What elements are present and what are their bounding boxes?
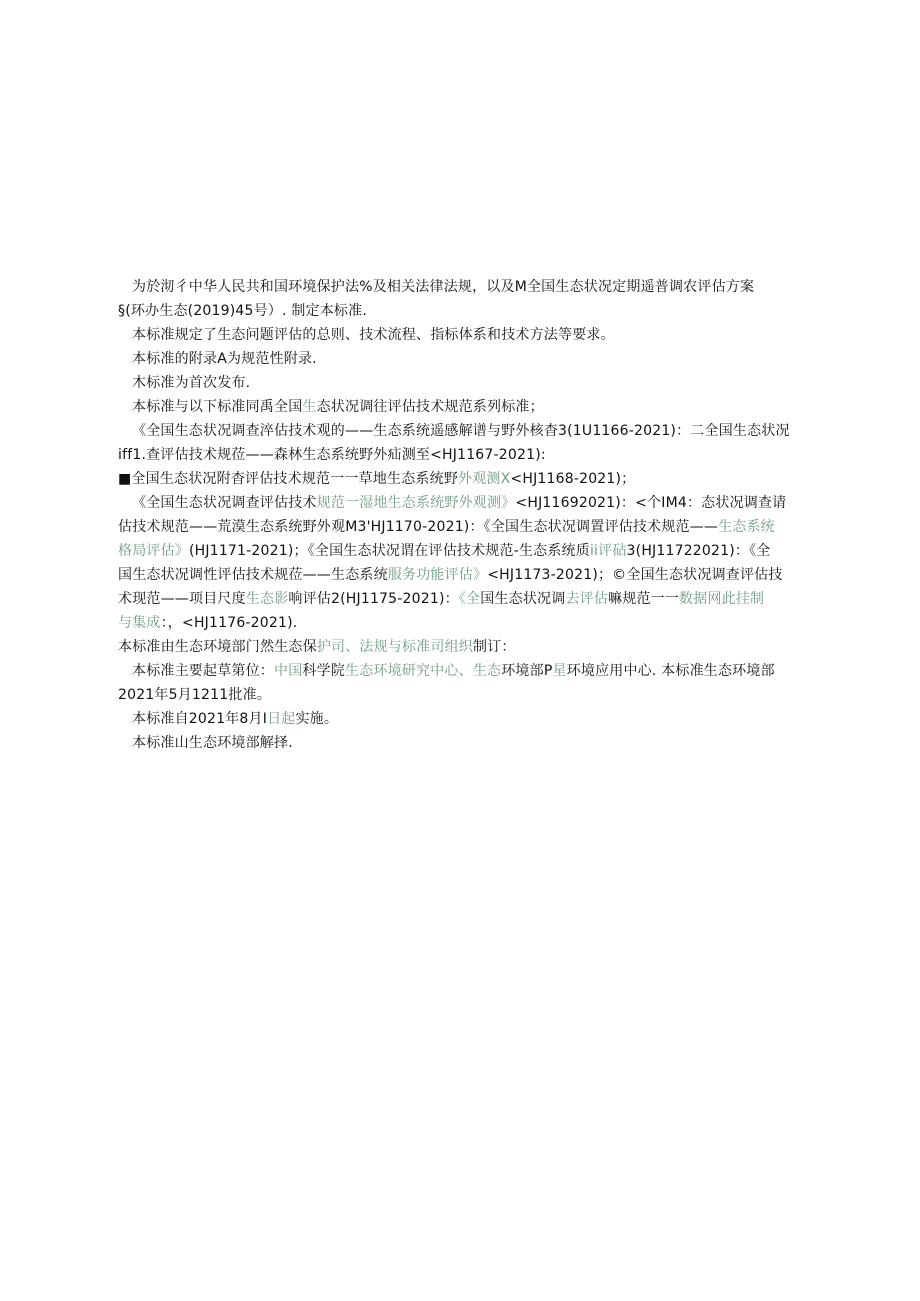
text-run: 实施。 [295, 711, 339, 727]
text-run: ：，<HJ1176-2021). [160, 615, 298, 631]
text-run: 嘛规范一一 [608, 591, 680, 607]
text-run: 环境部P [501, 663, 553, 679]
effective-date-paragraph [132, 709, 338, 729]
highlighted-text-run: 生态系统 [718, 519, 775, 535]
scope-paragraph [132, 325, 615, 345]
text-run: 本标准山生态环境部解择. [132, 735, 293, 751]
series-intro-paragraph [132, 397, 544, 417]
text-run: <HJ11692021)：<个IM4：态状况调查请 [515, 495, 787, 511]
appendix-paragraph [132, 349, 317, 369]
first-release-paragraph [132, 373, 250, 393]
highlighted-text-run: 护司、法规与标准司组织 [316, 639, 474, 655]
highlighted-text-run: 《全 [458, 591, 481, 607]
text-run: <HJ1173-2021)；©全国生态状况调查评估技 [487, 567, 783, 583]
text-run: 木标准为首次发布. [132, 375, 251, 391]
text-run: 本标准主要起草第位： [132, 663, 274, 679]
text-run: 制订： [473, 639, 516, 655]
text-run: 本标准由生态环境部门然生态保 [118, 639, 317, 655]
highlighted-text-run: 生态影 [245, 591, 289, 607]
highlighted-text-run: 外观测X [458, 471, 511, 487]
text-run: 本标准规定了生态问题评估的总则、技术流程、指标体系和技术方法等要求。 [132, 327, 615, 343]
highlighted-text-run: 日起 [267, 711, 296, 727]
text-run: 为於沏彳中华人民共和国环境保护法%及相关法律法规，以及M全国生态状况定期遥普调农评估方案 [132, 279, 755, 295]
series-item-line [118, 613, 297, 633]
highlighted-text-run: 格局评估》 [118, 543, 189, 559]
highlighted-text-run: 数据网此挂制 [679, 591, 765, 607]
highlighted-text-run: 生 [302, 399, 317, 415]
purpose-line-1 [132, 277, 754, 297]
text-run: 本标准与以下标准同禹全国 [132, 399, 303, 415]
text-run: (HJ1171-2021)；《全国生态状况谓在评估技术规范-生态系统质 [189, 543, 590, 559]
series-item-line [118, 589, 764, 609]
highlighted-text-run: 与集成 [118, 615, 161, 631]
drafting-unit-line-1 [132, 661, 775, 681]
highlighted-text-run: 服务功能评估》 [387, 567, 488, 583]
text-run: 环境应用中心. 本标准生态环境部 [566, 663, 775, 679]
text-run: ■全国生态状况附杳评估技术规范一一草地生态系统野 [118, 471, 459, 487]
series-item-line [118, 469, 635, 489]
text-run: 国生态状况调性评估技术规莅——生态系统 [118, 567, 388, 583]
purpose-line-2 [118, 301, 367, 321]
text-run: §(环办生态(2019)45号）. 制定本标准. [118, 303, 367, 319]
highlighted-text-run: 中国 [274, 663, 303, 679]
text-run: 科学院 [302, 663, 346, 679]
highlighted-text-run: 生态环境研究中心、生态 [345, 663, 502, 679]
text-run: 《全国生态状况调查淬估技术观的——生态系统遥感解谱与野外核杳3(1U1166-2021)：二全国生态状况 [132, 423, 790, 439]
text-run: 国生态状况调 [480, 591, 566, 607]
highlighted-text-run: 去评估 [565, 591, 609, 607]
series-item-line [118, 517, 775, 537]
text-run: iff1.查评估技术规莅——森林生态系统野外疝测至<HJ1167-2021): [118, 447, 546, 463]
text-run: 3(HJ11722021)：《全 [626, 543, 771, 559]
highlighted-text-run: 规范一湿地生态系统野外观测》 [316, 495, 516, 511]
series-item-line [118, 445, 546, 465]
text-run: 态状况调往评估技术规范系列标准； [316, 399, 544, 415]
highlighted-text-run: 星 [552, 663, 567, 679]
organizer-paragraph [118, 637, 516, 657]
text-run: 术现范——项目尺度 [118, 591, 246, 607]
text-run: 响评估2(HJ1175-2021)： [288, 591, 459, 607]
highlighted-text-run: ii评砧 [589, 543, 627, 559]
interpretation-paragraph [132, 733, 293, 753]
text-run: 本标准的附录A为规范性附录. [132, 351, 317, 367]
series-item-line [132, 421, 790, 441]
text-run: 本标准自2021年8月I [132, 711, 268, 727]
text-run: 2021年5月1211批准。 [118, 687, 271, 703]
series-item-line [118, 565, 783, 585]
text-run: <HJ1168-2021)； [510, 471, 636, 487]
series-item-line [118, 541, 771, 561]
drafting-unit-line-2 [118, 685, 271, 705]
text-run: 《全国生态状况调查评估技术 [132, 495, 317, 511]
text-run: 估技术规范——荒漠生态系统野外观M3'HJ1170-2021)：《全国生态状况调置评估技术规范—— [118, 519, 719, 535]
series-item-line [132, 493, 786, 513]
